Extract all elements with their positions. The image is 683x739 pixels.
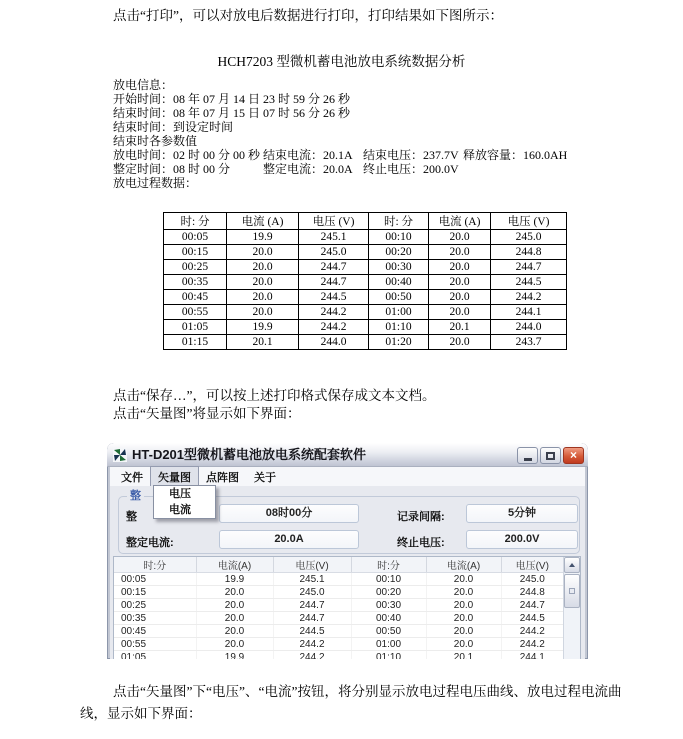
param-segment: 结束电压：237.7V (363, 148, 459, 162)
table-cell: 20.0 (227, 275, 299, 290)
window-titlebar[interactable] (107, 443, 588, 467)
table-cell: 20.0 (196, 599, 273, 612)
table-cell: 00:15 (164, 245, 227, 260)
table-cell: 20.0 (426, 638, 501, 651)
menu-about[interactable]: 关于 (254, 471, 276, 484)
table-cell: 20.0 (429, 260, 491, 275)
app-window (107, 443, 588, 659)
table-row (114, 612, 563, 625)
table-row (164, 230, 567, 245)
column-header: 电压 (V) (299, 213, 369, 230)
table-cell: 245.1 (273, 573, 351, 586)
table-cell: 00:35 (114, 612, 196, 625)
table-cell: 244.5 (501, 612, 563, 625)
table-cell: 01:10 (351, 651, 426, 660)
table-cell: 00:25 (164, 260, 227, 275)
groupbox-caption: 整 (127, 489, 144, 503)
column-header: 电压 (V) (491, 213, 567, 230)
table-cell: 20.0 (196, 586, 273, 599)
param-segment: 整定时间：08 时 00 分 (113, 162, 231, 176)
table-cell: 244.2 (299, 320, 369, 335)
table-cell: 00:25 (114, 599, 196, 612)
maximize-button[interactable] (540, 447, 561, 464)
print-data-table (163, 212, 567, 350)
scroll-up-button[interactable] (564, 557, 580, 573)
table-row (164, 245, 567, 260)
table-cell: 244.7 (299, 275, 369, 290)
column-header: 电流(A) (196, 557, 273, 573)
stop-voltage-label: 终止电压: (397, 537, 445, 549)
table-cell: 20.0 (196, 638, 273, 651)
table-row (164, 275, 567, 290)
table-cell: 20.0 (227, 245, 299, 260)
table-cell: 245.0 (501, 573, 563, 586)
table-cell: 00:40 (351, 612, 426, 625)
table-cell: 00:05 (164, 230, 227, 245)
table-row (114, 573, 563, 586)
table-row (164, 335, 567, 350)
table-cell: 20.0 (426, 599, 501, 612)
table-cell: 244.5 (491, 275, 567, 290)
table-cell: 243.7 (491, 335, 567, 350)
report-title: HCH7203 型微机蓄电池放电系统数据分析 (217, 54, 466, 69)
info-line: 开始时间：08 年 07 月 14 日 23 时 59 分 26 秒 (113, 92, 351, 106)
table-cell: 00:55 (114, 638, 196, 651)
minimize-icon (524, 458, 532, 461)
param-line (113, 148, 567, 162)
menu-bar (110, 467, 585, 486)
table-row (114, 599, 563, 612)
table-cell: 244.0 (299, 335, 369, 350)
table-cell: 20.0 (196, 625, 273, 638)
scrollbar-thumb[interactable] (564, 574, 580, 608)
table-cell: 245.0 (273, 586, 351, 599)
table-cell: 00:05 (114, 573, 196, 586)
table-cell: 01:10 (369, 320, 429, 335)
data-table-panel (113, 556, 581, 659)
set-time-value[interactable]: 08时00分 (219, 504, 359, 523)
table-cell: 20.0 (426, 586, 501, 599)
process-data-label: 放电过程数据： (113, 176, 198, 190)
table-cell: 244.2 (299, 305, 369, 320)
maximize-icon (546, 452, 555, 460)
thumb-grip-icon (569, 588, 575, 594)
table-cell: 00:50 (351, 625, 426, 638)
menu-file[interactable]: 文件 (121, 471, 143, 484)
table-cell: 00:50 (369, 290, 429, 305)
menu-vector-graph[interactable]: 矢量图 (151, 467, 198, 487)
table-row (164, 320, 567, 335)
param-segment: 整定电流：20.0A (263, 162, 353, 176)
table-cell: 244.2 (491, 290, 567, 305)
paragraph-save-note: 点击“保存…”，可以按上述打印格式保存成文本文档。 (113, 388, 436, 403)
minimize-button[interactable] (517, 447, 538, 464)
column-header: 时:分 (114, 557, 196, 573)
table-cell: 244.7 (491, 260, 567, 275)
table-cell: 244.8 (491, 245, 567, 260)
table-cell: 00:30 (369, 260, 429, 275)
param-segment: 终止电压：200.0V (363, 162, 459, 176)
table-cell: 244.7 (501, 599, 563, 612)
table-row (164, 290, 567, 305)
table-cell: 20.0 (426, 573, 501, 586)
table-cell: 00:10 (351, 573, 426, 586)
param-segment: 放电时间：02 时 00 分 00 秒 (113, 148, 261, 162)
table-cell: 19.9 (227, 230, 299, 245)
table-cell: 00:20 (369, 245, 429, 260)
table-cell: 20.0 (429, 275, 491, 290)
info-line: 结束时间：到设定时间 (113, 120, 234, 134)
table-cell: 00:30 (351, 599, 426, 612)
table-cell: 244.8 (501, 586, 563, 599)
window-controls (517, 447, 584, 464)
table-cell: 244.7 (299, 260, 369, 275)
table-cell: 245.1 (299, 230, 369, 245)
paragraph-print-note: 点击“打印”，可以对放电后数据进行打印，打印结果如下图所示： (113, 8, 503, 23)
set-current-label: 整定电流: (126, 537, 174, 549)
table-cell: 20.0 (227, 260, 299, 275)
table-cell: 244.2 (273, 651, 351, 660)
table-cell: 244.7 (273, 599, 351, 612)
table-row (114, 651, 563, 660)
table-header-row (114, 557, 563, 573)
table-cell: 20.1 (227, 335, 299, 350)
table-cell: 244.7 (273, 612, 351, 625)
table-cell: 20.0 (429, 245, 491, 260)
column-header: 电流 (A) (429, 213, 491, 230)
vertical-scrollbar[interactable] (563, 557, 580, 659)
paragraph-vector-note: 点击“矢量图”将显示如下界面： (113, 406, 301, 421)
scroll-up-icon (569, 563, 575, 567)
table-row (114, 638, 563, 651)
table-cell: 00:40 (369, 275, 429, 290)
table-cell: 20.0 (227, 290, 299, 305)
set-time-label: 整 (126, 511, 137, 523)
column-header: 时: 分 (369, 213, 429, 230)
table-cell: 20.1 (426, 651, 501, 660)
table-cell: 244.2 (273, 638, 351, 651)
table-cell: 00:15 (114, 586, 196, 599)
table-cell: 20.0 (227, 305, 299, 320)
param-segment: 释放容量：160.0AH (463, 148, 568, 162)
table-cell: 244.1 (491, 305, 567, 320)
close-icon: × (569, 448, 577, 462)
table-cell: 20.0 (429, 290, 491, 305)
table-cell: 244.2 (501, 638, 563, 651)
info-line: 结束时各参数值 (113, 134, 198, 148)
table-cell: 01:20 (369, 335, 429, 350)
table-cell: 00:10 (369, 230, 429, 245)
table-cell: 244.1 (501, 651, 563, 660)
table-row (114, 625, 563, 638)
table-cell: 01:15 (164, 335, 227, 350)
table-cell: 20.0 (426, 612, 501, 625)
set-current-value[interactable]: 20.0A (219, 530, 359, 549)
table-header-row (164, 213, 567, 230)
table-cell: 01:00 (351, 638, 426, 651)
record-interval-value[interactable]: 5分钟 (466, 504, 578, 523)
window-icon (113, 448, 127, 462)
column-header: 电流(A) (426, 557, 501, 573)
table-cell: 01:00 (369, 305, 429, 320)
table-cell: 244.0 (491, 320, 567, 335)
table-cell: 01:05 (114, 651, 196, 660)
table-cell: 00:45 (114, 625, 196, 638)
table-cell: 20.0 (196, 612, 273, 625)
table-row (164, 260, 567, 275)
table-cell: 244.5 (273, 625, 351, 638)
column-header: 时:分 (351, 557, 426, 573)
param-line (113, 162, 567, 176)
table-cell: 19.9 (196, 651, 273, 660)
column-header: 电流 (A) (227, 213, 299, 230)
table-row (114, 586, 563, 599)
info-line: 结束时间：08 年 07 月 15 日 07 时 56 分 26 秒 (113, 106, 351, 120)
discharge-info-block (113, 78, 567, 190)
menu-bitmap-graph[interactable]: 点阵图 (206, 471, 239, 484)
table-cell: 19.9 (196, 573, 273, 586)
menu-item-voltage[interactable]: 电压 (169, 488, 191, 500)
table-row (164, 305, 567, 320)
table-cell: 19.9 (227, 320, 299, 335)
table-cell: 20.1 (429, 320, 491, 335)
table-cell: 01:05 (164, 320, 227, 335)
window-data-table (114, 557, 563, 659)
table-cell: 244.5 (299, 290, 369, 305)
close-button[interactable] (563, 447, 584, 464)
stop-voltage-value[interactable]: 200.0V (466, 530, 578, 549)
table-cell: 00:20 (351, 586, 426, 599)
column-header: 时: 分 (164, 213, 227, 230)
param-segment: 结束电流：20.1A (263, 148, 353, 162)
column-header: 电压(V) (273, 557, 351, 573)
table-cell: 20.0 (429, 335, 491, 350)
menu-item-current[interactable]: 电流 (169, 504, 191, 516)
window-title: HT-D201型微机蓄电池放电系统配套软件 (132, 447, 367, 462)
table-cell: 245.0 (491, 230, 567, 245)
table-cell: 20.0 (429, 230, 491, 245)
table-cell: 00:35 (164, 275, 227, 290)
info-line: 放电信息： (113, 78, 174, 92)
column-header: 电压(V) (501, 557, 563, 573)
table-cell: 00:45 (164, 290, 227, 305)
table-cell: 00:55 (164, 305, 227, 320)
table-cell: 244.2 (501, 625, 563, 638)
paragraph-bottom-note: 点击“矢量图”下“电压”、“电流”按钮，将分别显示放电过程电压曲线、放电过程电流曲线，显示如下界面： (80, 684, 622, 721)
record-interval-label: 记录间隔: (397, 511, 445, 523)
table-cell: 245.0 (299, 245, 369, 260)
vector-dropdown-menu (153, 485, 216, 519)
table-cell: 20.0 (429, 305, 491, 320)
table-cell: 20.0 (426, 625, 501, 638)
